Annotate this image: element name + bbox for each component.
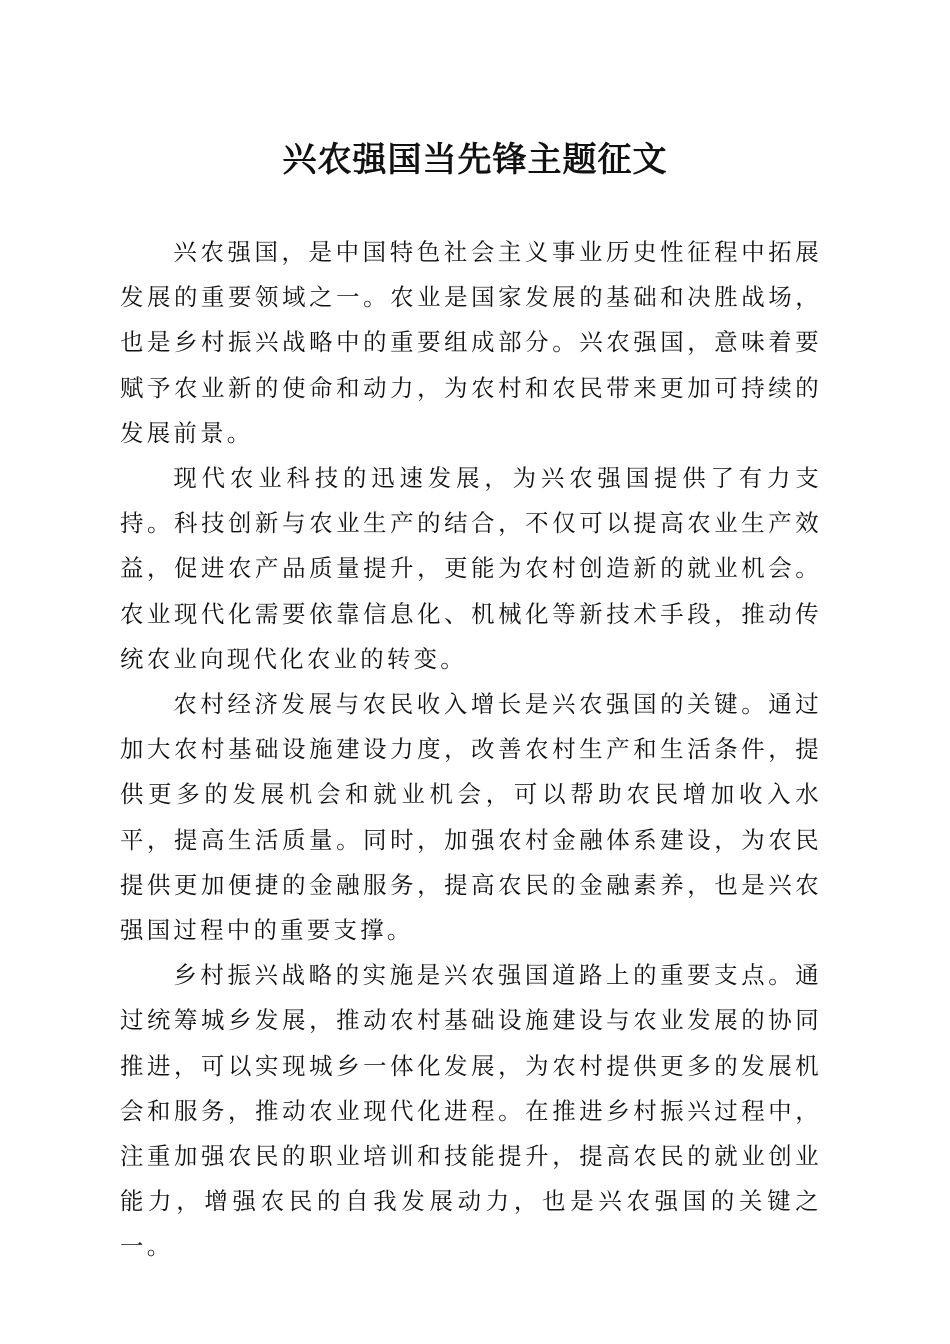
paragraph: 农村经济发展与农民收入增长是兴农强国的关键。通过加大农村基础设施建设力度，改善农村生产和生活条件，提供更多的发展机会和就业机会，可以帮助农民增加收入水平，提高生活质量。同时，加强农村金融体系建设，为农民提供更加便捷的金融服务，提高农民的金融素养，也是兴农强国过程中的重要支撑。 <box>120 690 822 945</box>
paragraph: 乡村振兴战略的实施是兴农强国道路上的重要支点。通过统筹城乡发展，推动农村基础设施建设与农业发展的协同推进，可以实现城乡一体化发展，为农村提供更多的发展机会和服务，推动农业现代化进程。在推进乡村振兴过程中，注重加强农民的职业培训和技能提升，提高农民的就业创业能力，增强农民的自我发展动力，也是兴农强国的关键之一。 <box>120 961 822 1261</box>
page-title: 兴农强国当先锋主题征文 <box>282 140 668 180</box>
document-body <box>120 230 822 1270</box>
paragraph: 现代农业科技的迅速发展，为兴农强国提供了有力支持。科技创新与农业生产的结合，不仅可以提高农业生产效益，促进农产品质量提升，更能为农村创造新的就业机会。农业现代化需要依靠信息化、机械化等新技术手段，推动传统农业向现代化农业的转变。 <box>120 464 822 673</box>
paragraph: 兴农强国，是中国特色社会主义事业历史性征程中拓展发展的重要领域之一。农业是国家发展的基础和决胜战场，也是乡村振兴战略中的重要组成部分。兴农强国，意味着要赋予农业新的使命和动力，为农村和农民带来更加可持续的发展前景。 <box>120 238 822 447</box>
